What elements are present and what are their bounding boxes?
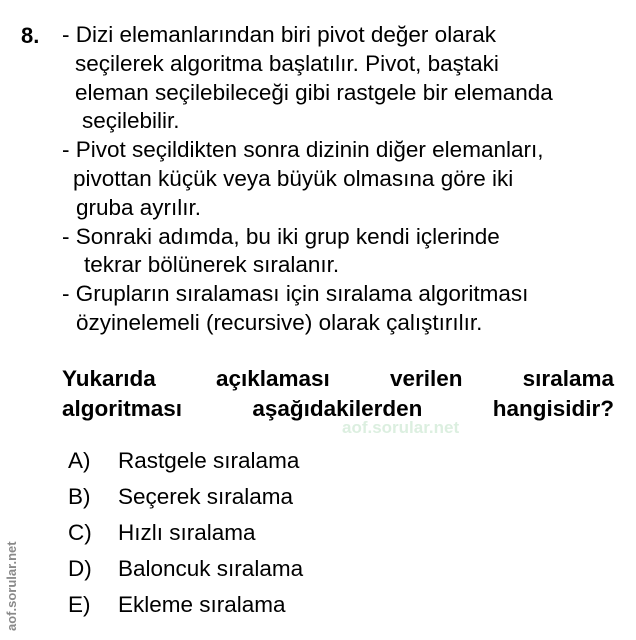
body-line: - Sonraki adımda, bu iki grup kendi içlerinde — [62, 224, 500, 249]
option-letter: D) — [68, 556, 92, 581]
body-line: pivottan küçük veya büyük olmasına göre iki — [73, 166, 514, 191]
option-text: Rastgele sıralama — [118, 448, 300, 473]
body-line: tekrar bölünerek sıralanır. — [84, 252, 340, 277]
option-letter: E) — [68, 592, 91, 617]
body-line: seçilerek algoritma başlatılır. Pivot, baştaki — [75, 51, 499, 76]
option-text: Ekleme sıralama — [118, 592, 286, 617]
body-line: - Grupların sıralaması için sıralama algoritması — [62, 281, 529, 306]
body-line: eleman seçilebileceği gibi rastgele bir elemanda — [75, 80, 553, 105]
option-text: Baloncuk sıralama — [118, 556, 304, 581]
watermark: aof.sorular.net — [342, 418, 460, 437]
body-line: - Dizi elemanlarından biri pivot değer olarak — [62, 22, 496, 47]
option-text: Seçerek sıralama — [118, 484, 294, 509]
option-e[interactable] — [68, 592, 286, 618]
body-line: gruba ayrılır. — [76, 195, 202, 220]
body-line: - Pivot seçildikten sonra dizinin diğer elemanları, — [62, 137, 544, 162]
body-line: seçilebilir. — [82, 108, 180, 133]
body-line: özyinelemeli (recursive) olarak çalıştırılır. — [76, 310, 483, 335]
option-d[interactable] — [68, 556, 303, 582]
question-prompt-line-1: Yukarıda açıklaması verilen sıralama — [62, 366, 614, 391]
option-letter: C) — [68, 520, 92, 545]
option-letter: B) — [68, 484, 91, 509]
question-prompt-line-2: algoritması aşağıdakilerden hangisidir? — [62, 396, 614, 421]
question-number: 8. — [21, 23, 40, 48]
option-a[interactable] — [68, 448, 299, 474]
option-text: Hızlı sıralama — [118, 520, 256, 545]
option-letter: A) — [68, 448, 91, 473]
side-watermark: aof.sorular.net — [4, 541, 19, 631]
option-b[interactable] — [68, 484, 293, 510]
option-c[interactable] — [68, 520, 256, 546]
